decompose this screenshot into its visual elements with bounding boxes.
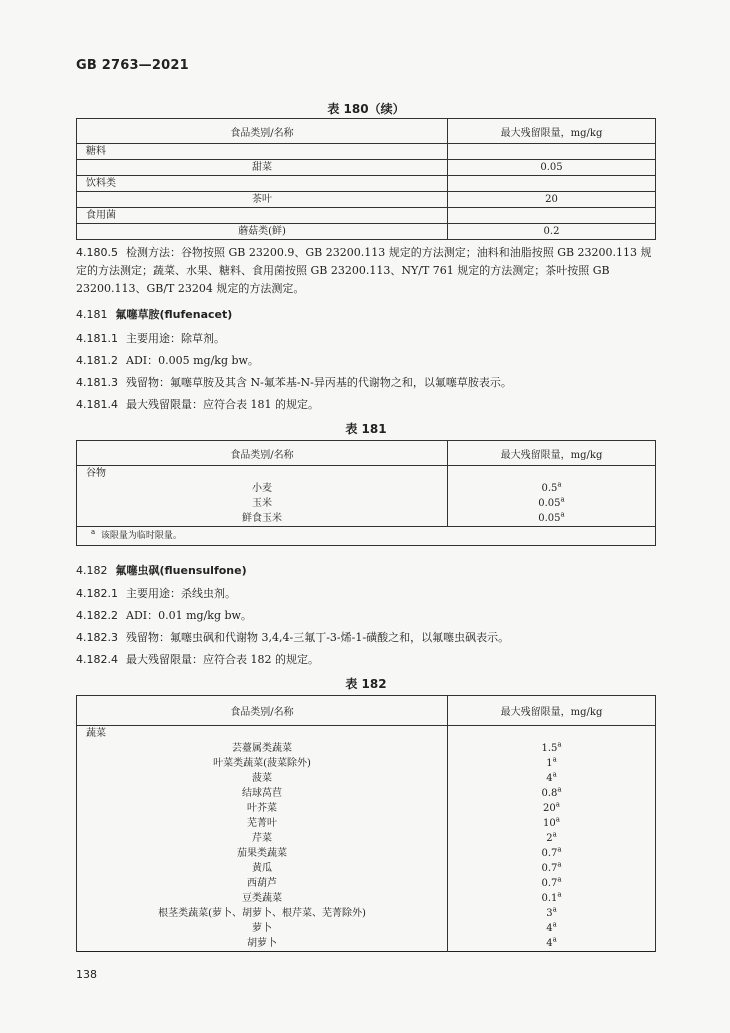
paragraph-4-182-4	[76, 651, 658, 669]
clause-number: 4.180.5	[76, 246, 118, 259]
table-181-caption: 表 181	[345, 422, 387, 436]
table-item: 菠菜	[77, 771, 448, 786]
table-category: 饮料类	[77, 176, 448, 192]
table-item: 鲜食玉米	[77, 511, 448, 527]
clause-text: 检测方法：谷物按照 GB 23200.9、GB 23200.113 规定的方法测定；油料和油脂按照 GB 23200.113 规定的方法测定；蔬菜、水果、糖料、食用菌按照 GB 23200.113、NY/T 761 规定的方法测定；茶叶按照 GB 23200.113、GB/T 23204 规定的方法测定。	[76, 246, 652, 295]
section-title: 氟噻虫砜(fluensulfone)	[115, 564, 247, 577]
standard-header: GB 2763—2021	[76, 58, 189, 73]
clause-number: 4.181.3	[76, 376, 118, 389]
section-title: 氟噻草胺(flufenacet)	[115, 308, 233, 321]
clause-text: ADI：0.01 mg/kg bw。	[126, 609, 252, 622]
table-item: 芜菁叶	[77, 816, 448, 831]
table-value: 0.7$^a$	[448, 846, 656, 861]
table-item: 蘑菇类(鲜)	[77, 224, 448, 240]
table-item: 芸薹属类蔬菜	[77, 741, 448, 756]
table-value: 0.2	[448, 224, 656, 240]
table-category: 糖料	[77, 144, 448, 160]
table-footnote: $^a$ 该限量为临时限量。	[77, 527, 656, 546]
clause-number: 4.182.2	[76, 609, 118, 622]
table-value: 0.1$^a$	[448, 891, 656, 906]
table-value: 20	[448, 192, 656, 208]
table-item: 叶芥菜	[77, 801, 448, 816]
table-value: 0.8$^a$	[448, 786, 656, 801]
table-value: 4$^a$	[448, 936, 656, 952]
table-value: 0.7$^a$	[448, 861, 656, 876]
table-item: 根茎类蔬菜(萝卜、胡萝卜、根芹菜、芜菁除外)	[77, 906, 448, 921]
table-item: 豆类蔬菜	[77, 891, 448, 906]
table-value: 10$^a$	[448, 816, 656, 831]
table-value: 0.05$^a$	[448, 496, 656, 511]
section-4-182-heading	[76, 562, 658, 580]
clause-number: 4.182.1	[76, 587, 118, 600]
clause-number: 4.181.4	[76, 398, 118, 411]
table-180	[76, 118, 656, 240]
table-item: 西葫芦	[77, 876, 448, 891]
table-header-mrl: 最大残留限量，mg/kg	[448, 441, 656, 466]
table-header-food: 食品类别/名称	[77, 119, 448, 144]
paragraph-4-181-4	[76, 396, 658, 414]
table-item: 小麦	[77, 481, 448, 496]
table-header-food: 食品类别/名称	[77, 441, 448, 466]
table-category: 蔬菜	[77, 726, 448, 742]
table-item: 玉米	[77, 496, 448, 511]
clause-text: ADI：0.005 mg/kg bw。	[126, 354, 259, 367]
clause-number: 4.182.4	[76, 653, 118, 666]
paragraph-4-181-3	[76, 374, 658, 392]
clause-text: 最大残留限量：应符合表 182 的规定。	[126, 653, 319, 666]
clause-number: 4.181.2	[76, 354, 118, 367]
page-number: 138	[76, 968, 97, 981]
table-category: 谷物	[77, 466, 448, 482]
table-item: 结球莴苣	[77, 786, 448, 801]
table-category: 食用菌	[77, 208, 448, 224]
table-182-caption: 表 182	[345, 677, 387, 691]
table-value: 1.5$^a$	[448, 741, 656, 756]
table-value: 3$^a$	[448, 906, 656, 921]
clause-number: 4.182.3	[76, 631, 118, 644]
table-header-food: 食品类别/名称	[77, 696, 448, 726]
table-value: 20$^a$	[448, 801, 656, 816]
table-item: 茶叶	[77, 192, 448, 208]
clause-number: 4.181.1	[76, 332, 118, 345]
paragraph-4-180-5	[76, 244, 658, 298]
section-4-181-heading	[76, 306, 658, 324]
table-item: 芹菜	[77, 831, 448, 846]
paragraph-4-182-3	[76, 629, 658, 647]
clause-text: 主要用途：除草剂。	[126, 332, 225, 345]
clause-text: 残留物：氟噻草胺及其含 N-氟苯基-N-异丙基的代谢物之和，以氟噻草胺表示。	[126, 376, 512, 389]
table-182	[76, 695, 656, 952]
table-value: 4$^a$	[448, 771, 656, 786]
section-number: 4.181	[76, 308, 108, 321]
table-value: 2$^a$	[448, 831, 656, 846]
table-item: 茄果类蔬菜	[77, 846, 448, 861]
table-value: 0.7$^a$	[448, 876, 656, 891]
paragraph-4-181-2	[76, 352, 658, 370]
table-item: 黄瓜	[77, 861, 448, 876]
paragraph-4-182-1	[76, 585, 658, 603]
table-header-mrl: 最大残留限量，mg/kg	[448, 119, 656, 144]
clause-text: 残留物：氟噻虫砜和代谢物 3,4,4-三氟丁-3-烯-1-磺酸之和，以氟噻虫砜表示。	[126, 631, 510, 644]
table-item: 叶菜类蔬菜(菠菜除外)	[77, 756, 448, 771]
table-value: 0.05	[448, 160, 656, 176]
table-180-caption: 表 180（续）	[327, 102, 405, 116]
table-header-mrl: 最大残留限量，mg/kg	[448, 696, 656, 726]
clause-text: 主要用途：杀线虫剂。	[126, 587, 236, 600]
paragraph-4-181-1	[76, 330, 658, 348]
table-value: 0.05$^a$	[448, 511, 656, 527]
clause-text: 最大残留限量：应符合表 181 的规定。	[126, 398, 319, 411]
paragraph-4-182-2	[76, 607, 658, 625]
section-number: 4.182	[76, 564, 108, 577]
table-item: 甜菜	[77, 160, 448, 176]
table-value: 0.5$^a$	[448, 481, 656, 496]
table-item: 萝卜	[77, 921, 448, 936]
table-item: 胡萝卜	[77, 936, 448, 952]
table-181	[76, 440, 656, 546]
table-value: 4$^a$	[448, 921, 656, 936]
table-value: 1$^a$	[448, 756, 656, 771]
